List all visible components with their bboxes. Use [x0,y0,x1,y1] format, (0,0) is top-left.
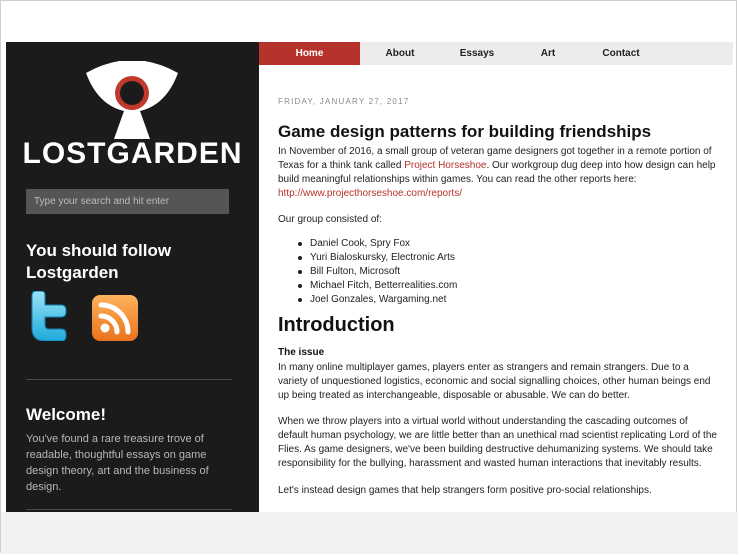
nav-item-home[interactable]: Home [259,42,360,65]
follow-heading-line1: You should follow [26,241,172,260]
page-bottom-background [1,512,738,554]
issue-paragraph-2: When we throw players into a virtual world without understanding the cascading outcomes of default human psychology, we are little better than an unethical mad scientist replicating Lord of the Flies. As game designers, we've been building destructive dehumanizing systems. We should take responsibility for the bullying, harassment and wasted human interactions that inevitably results. [278,416,717,469]
issue-paragraph-1: In many online multiplayer games, players enter as strangers and remain strangers. Due to a variety of unquestioned logistics, economic and social signalling choices, other human beings end up being treated as interchangeable, disposable or abusable. We can do better. [278,362,711,401]
rss-icon[interactable] [92,295,138,341]
welcome-text: You've found a rare treasure trove of readable, thoughtful essays on game design theory, art and the business of design. [26,433,209,493]
lostgarden-logo-icon[interactable] [80,61,184,139]
search-input[interactable] [26,189,229,214]
member-list [278,237,457,307]
twitter-icon[interactable] [28,291,70,341]
sidebar [6,42,259,512]
sidebar-divider [26,379,232,380]
post-date: FRIDAY, JANUARY 27, 2017 [278,97,410,106]
issue-paragraph-3: Let's instead design games that help strangers form positive pro-social relationships. [278,485,652,496]
follow-heading-line2: Lostgarden [26,263,119,282]
issue-title: The issue [278,347,325,358]
nav-item-contact[interactable]: Contact [602,48,640,59]
reports-link[interactable]: http://www.projecthorseshoe.com/reports/ [278,188,462,199]
list-item: Bill Fulton, Microsoft [298,265,457,279]
site-logo-text[interactable]: LOSTGARDEN [22,137,243,170]
section-title: Introduction [278,314,395,336]
group-heading: Our group consisted of: [278,214,382,225]
intro-text-start: In November of 2016, a small group of veteran game designers got together in a remote portion of Texas for a think tank called [278,146,712,171]
sidebar-divider-bottom [26,509,232,510]
list-item: Michael Fitch, Betterrealities.com [298,279,457,293]
project-horseshoe-link[interactable]: Project Horseshoe [404,160,487,171]
nav-item-about[interactable]: About [385,48,415,59]
intro-text-end: . Our workgroup dug deep into how design can help build meaningful relationships within games. You can read the other reports here: [278,160,716,185]
main-nav [259,42,733,65]
welcome-heading: Welcome! [26,405,106,424]
list-item: Yuri Bialoskursky, Electronic Arts [298,251,457,265]
post-title[interactable]: Game design patterns for building friendships [278,122,652,141]
intro-paragraph [278,145,718,201]
nav-item-art[interactable]: Art [540,48,556,59]
nav-item-essays[interactable]: Essays [459,48,495,59]
follow-heading [26,240,246,284]
list-item: Joel Gonzales, Wargaming.net [298,293,457,307]
list-item: Daniel Cook, Spry Fox [298,237,457,251]
